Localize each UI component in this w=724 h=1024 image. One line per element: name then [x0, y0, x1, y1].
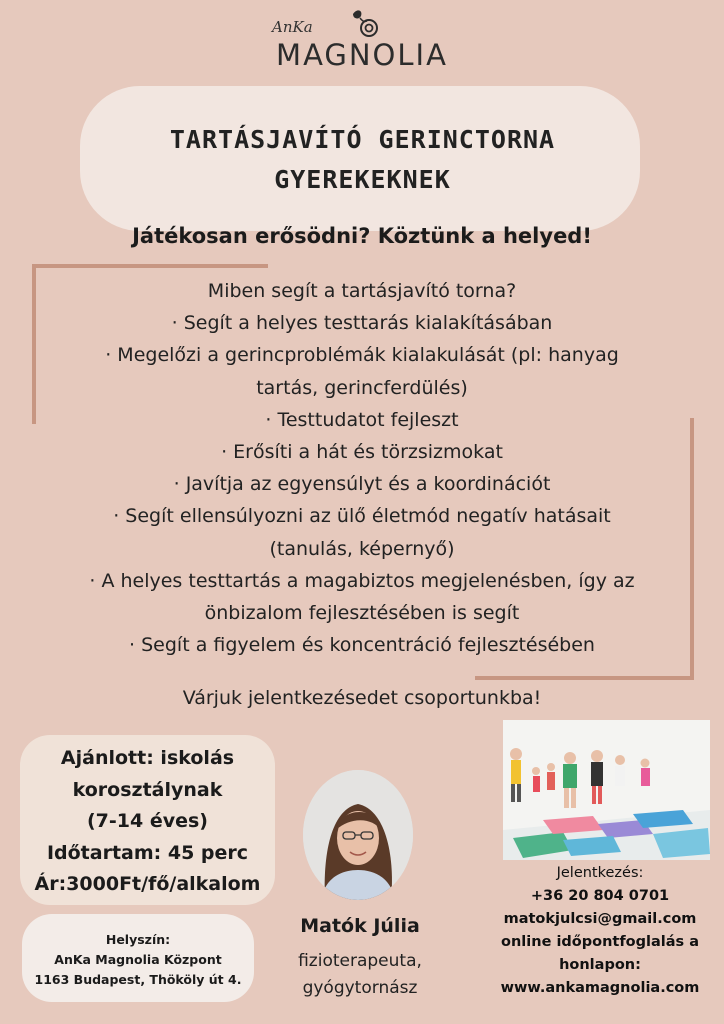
list-item: · A helyes testtartás a magabiztos megjelenésben, így az — [89, 569, 635, 592]
contact-email[interactable]: matokjulcsi@gmail.com — [503, 911, 697, 927]
location-info — [22, 930, 254, 990]
class-info — [20, 743, 275, 901]
contact-label: Jelentkezés: — [556, 865, 644, 881]
info-price: Ár:3000Ft/fő/alkalom — [34, 873, 261, 895]
location-name: AnKa Magnolia Központ — [54, 952, 222, 967]
instructor-role — [270, 948, 450, 1002]
contact-phone[interactable]: +36 20 804 0701 — [530, 888, 670, 904]
benefits-heading: Miben segít a tartásjavító torna? — [207, 280, 517, 302]
contact-website[interactable]: www.ankamagnolia.com — [500, 980, 700, 996]
frame-right-line — [690, 418, 694, 678]
frame-top-line — [32, 264, 268, 268]
list-item: · Segít a figyelem és koncentráció fejlesztésében — [129, 634, 595, 657]
contact-online-1: online időpontfoglalás a — [501, 934, 699, 950]
location-address: 1163 Budapest, Thököly út 4. — [34, 972, 242, 987]
logo-anka-text: AnKa — [272, 18, 313, 36]
contact-online-2: honlapon: — [559, 957, 641, 973]
frame-bottom-line — [475, 676, 694, 680]
list-item: tartás, gerincferdülés) — [256, 376, 468, 399]
list-item: · Testtudatot fejleszt — [265, 408, 459, 431]
invite-text: Várjuk jelentkezésedet csoportunkba! — [182, 687, 542, 709]
subtitle: Játékosan erősödni? Köztünk a helyed! — [132, 224, 592, 248]
instructor-role-2: gyógytornász — [302, 978, 418, 998]
frame-left-line — [32, 264, 36, 424]
instructor-role-1: fizioterapeuta, — [298, 951, 422, 971]
info-age-range: (7-14 éves) — [87, 810, 208, 832]
info-age-group: korosztálynak — [72, 778, 223, 801]
location-label: Helyszín: — [105, 932, 171, 947]
list-item: · Megelőzi a gerincproblémák kialakulását (pl: hanyag — [105, 344, 619, 367]
benefits-list — [40, 275, 684, 661]
list-item: önbizalom fejlesztésében is segít — [204, 602, 520, 625]
children-exercise-photo — [503, 720, 710, 860]
instructor-photo — [303, 770, 413, 900]
title-line-1: TARTÁSJAVÍTÓ GERINCTORNA — [169, 125, 556, 154]
contact-info — [485, 862, 715, 1000]
page-title — [90, 120, 635, 200]
title-line-2: GYEREKEKNEK — [274, 165, 451, 194]
info-duration: Időtartam: 45 perc — [46, 841, 249, 864]
list-item: · Javítja az egyensúlyt és a koordinációt — [173, 473, 551, 496]
info-age-label: Ajánlott: iskolás — [60, 747, 235, 769]
list-item: · Segít a helyes testtarás kialakításában — [171, 312, 553, 335]
logo-magnolia-text: MAGNOLIA — [276, 38, 448, 72]
list-item: · Erősíti a hát és törzsizmokat — [221, 441, 503, 464]
list-item: · Segít ellensúlyozni az ülő életmód negatív hatásait — [113, 505, 611, 528]
list-item: (tanulás, képernyő) — [269, 537, 455, 560]
instructor-name: Matók Júlia — [300, 915, 420, 937]
